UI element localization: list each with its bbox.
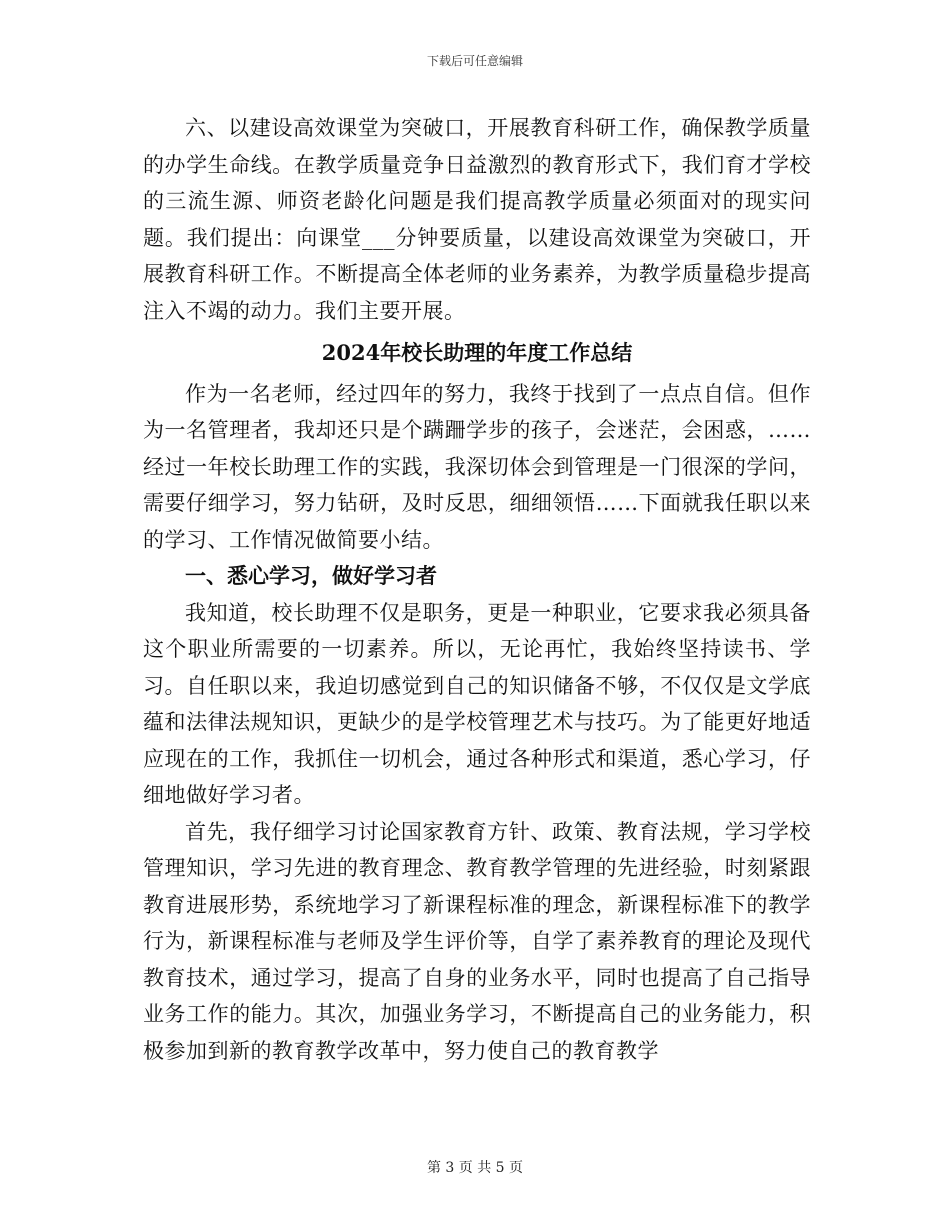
document-body — [143, 110, 811, 1069]
paragraph-intro: 作为一名老师，经过四年的努力，我终于找到了一点点自信。但作为一名管理者，我却还只是个蹒跚学步的孩子，会迷茫，会困惑，……经过一年校长助理工作的实践，我深切体会到管理是一门很深的学问，需要仔细学习，努力钻研，及时反思，细细领悟……下面就我任职以来的学习、工作情况做简要小结。 — [143, 381, 811, 552]
paragraph-firstly: 首先，我仔细学习讨论国家教育方针、政策、教育法规，学习学校管理知识，学习先进的教育理念、教育教学管理的先进经验，时刻紧跟教育进展形势，系统地学习了新课程标准的理念，新课程标准下的教学行为，新课程标准与老师及学生评价等，自学了素养教育的理论及现代教育技术，通过学习，提高了自身的业务水平，同时也提高了自己指导业务工作的能力。其次，加强业务学习，不断提高自己的业务能力，积极参加到新的教育教学改革中，努力使自己的教育教学 — [143, 819, 811, 1063]
page-header: 下载后可任意编辑 — [426, 54, 523, 68]
document-title: 2024年校长助理的年度工作总结 — [321, 340, 633, 365]
paragraph-learning: 我知道，校长助理不仅是职务，更是一种职业，它要求我必须具备这个职业所需要的一切素养。所以，无论再忙，我始终坚持读书、学习。自任职以来，我迫切感觉到自己的知识储备不够，不仅仅是文学底蕴和法律法规知识，更缺少的是学校管理艺术与技巧。为了能更好地适应现在的工作，我抓住一切机会，通过各种形式和渠道，悉心学习，仔细地做好学习者。 — [143, 600, 811, 807]
paragraph-section-six: 六、以建设高效课堂为突破口，开展教育科研工作，确保教学质量的办学生命线。在教学质量竞争日益激烈的教育形式下，我们育才学校的三流生源、师资老龄化问题是我们提高教学质量必须面对的现实问题。我们提出：向课堂___分钟要质量，以建设高效课堂为突破口，开展教育科研工作。不断提高全体老师的业务素养，为教学质量稳步提高注入不竭的动力。我们主要开展。 — [143, 116, 811, 323]
section-heading-one: 一、悉心学习，做好学习者 — [185, 563, 437, 588]
page-footer: 第 3 页 共 5 页 — [426, 1160, 524, 1176]
